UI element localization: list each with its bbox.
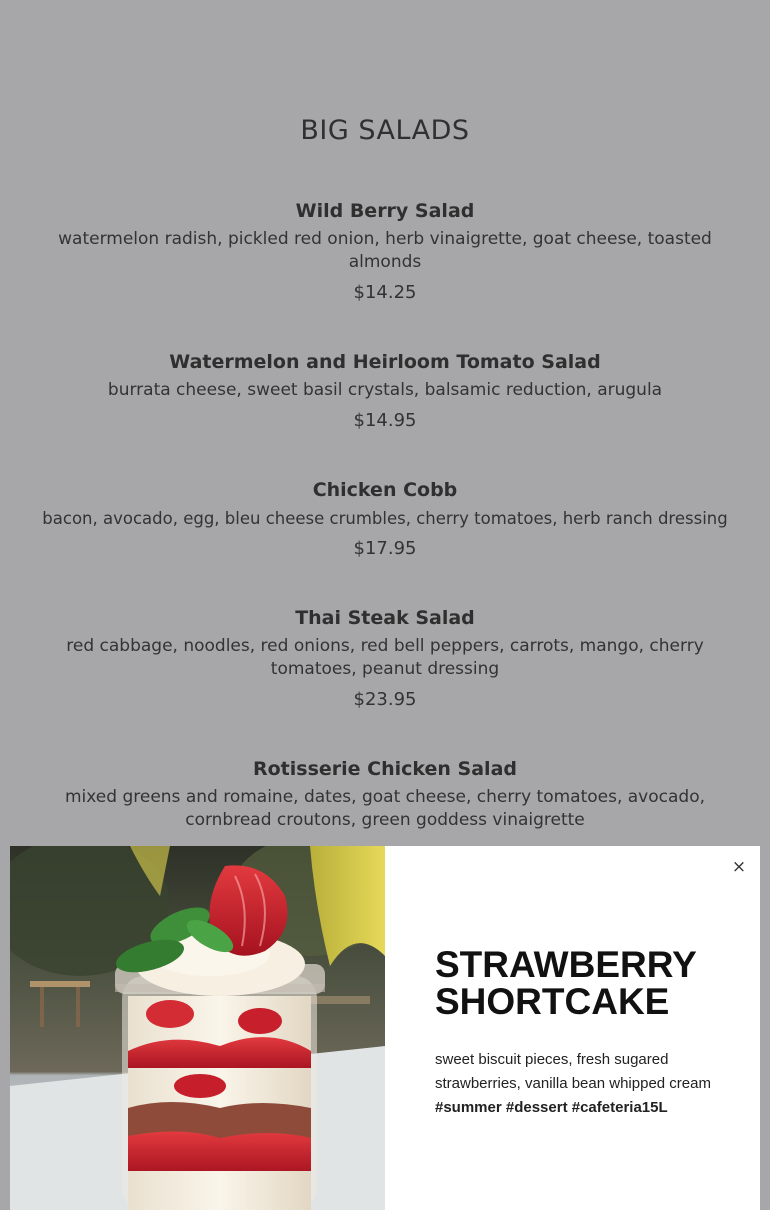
- section-title: BIG SALADS: [300, 115, 470, 146]
- menu-item-name: Watermelon and Heirloom Tomato Salad: [169, 351, 601, 373]
- menu-item-name: Wild Berry Salad: [295, 200, 475, 222]
- menu-item-description: mixed greens and romaine, dates, goat cheese, cherry tomatoes, avocado, cornbread croutons, green goddess vinaigrette: [64, 787, 705, 830]
- popup-content: [435, 946, 715, 1120]
- menu-item: [20, 479, 750, 559]
- popup-hashtags[interactable]: #summer #dessert #cafeteria15L: [435, 1099, 668, 1116]
- menu-item-price: $23.95: [353, 689, 417, 710]
- menu-item-name: Chicken Cobb: [312, 479, 458, 501]
- popup-title: [435, 946, 715, 1020]
- menu-item-name: Thai Steak Salad: [295, 607, 475, 629]
- menu-item-description: burrata cheese, sweet basil crystals, balsamic reduction, arugula: [107, 380, 663, 400]
- menu-item-price: $17.95: [353, 538, 417, 559]
- menu-item-description: watermelon radish, pickled red onion, herb vinaigrette, goat cheese, toasted almonds: [58, 229, 712, 272]
- menu-item-description: bacon, avocado, egg, bleu cheese crumbles, cherry tomatoes, herb ranch dressing: [42, 509, 728, 528]
- popup-description-text: sweet biscuit pieces, fresh sugared strawberries, vanilla bean whipped cream: [435, 1051, 711, 1092]
- product-popup: [10, 846, 760, 1210]
- menu-item: [20, 607, 750, 710]
- popup-title-line1: STRAWBERRY: [435, 944, 697, 985]
- menu-item-price: $14.25: [353, 282, 417, 303]
- menu-item: [20, 200, 750, 303]
- menu-item: [20, 351, 750, 431]
- menu-item-name: Rotisserie Chicken Salad: [252, 758, 517, 780]
- product-photo-illustration: [10, 846, 385, 1210]
- close-icon[interactable]: ×: [731, 857, 747, 877]
- popup-title-line2: SHORTCAKE: [435, 981, 670, 1022]
- menu-item-price: $14.95: [353, 410, 417, 431]
- product-photo: [10, 846, 385, 1210]
- menu-item: [20, 758, 750, 832]
- popup-description: [435, 1048, 715, 1120]
- menu-item-description: red cabbage, noodles, red onions, red bell peppers, carrots, mango, cherry tomatoes, peanut dressing: [66, 636, 704, 679]
